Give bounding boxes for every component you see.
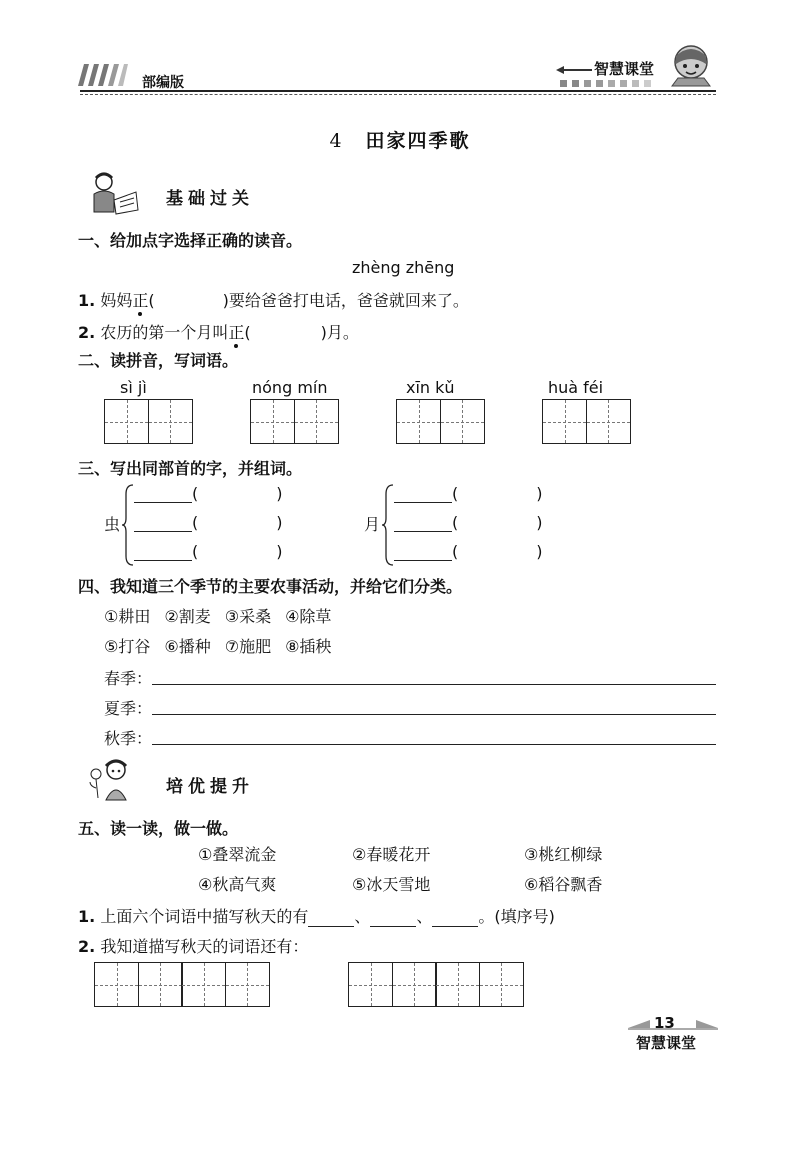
grid-cell[interactable] <box>138 962 183 1007</box>
q5-opt-6: ⑥稻谷飘香 <box>524 875 603 894</box>
q5-item1-end: 。(填序号) <box>478 907 555 926</box>
q1-item1-text-c: )要给爸爸打电话，爸爸就回来了。 <box>222 291 469 310</box>
q2-word4-grid[interactable] <box>542 399 631 444</box>
q3-right-row1 <box>394 484 543 503</box>
separator: 、 <box>416 907 433 926</box>
q2-word2-pinyin: nóng mín <box>252 378 328 397</box>
q5-opt-1: ①叠翠流金 <box>198 845 277 864</box>
q5-writing-grid-left[interactable] <box>94 962 270 1007</box>
q1-item2-dotted-char: 正 <box>228 323 245 342</box>
q4-options-row1 <box>104 604 331 627</box>
q1-prompt: 一、给加点字选择正确的读音。 <box>78 231 303 250</box>
header-dashed-rule <box>80 94 716 95</box>
q4-option: ③采桑 <box>224 607 272 626</box>
footer-brand: 智慧课堂 <box>636 1034 697 1052</box>
q4-option: ①耕田 <box>104 607 151 626</box>
grid-cell[interactable] <box>250 399 295 444</box>
grid-cell[interactable] <box>104 399 149 444</box>
left-paren: ( <box>452 542 459 561</box>
grid-cell[interactable] <box>294 399 339 444</box>
girl-with-flower-icon <box>86 758 140 804</box>
q4-option: ⑦施肥 <box>224 637 272 656</box>
header-squares-decoration <box>560 80 670 88</box>
grid-cell[interactable] <box>392 962 437 1007</box>
q4-spring-label: 春季： <box>104 669 153 688</box>
q4-option: ⑧插秧 <box>285 637 332 656</box>
q3-right-row3 <box>394 542 543 561</box>
answer-blank[interactable] <box>394 484 452 503</box>
grid-cell[interactable] <box>479 962 524 1007</box>
q4-summer-answer-line[interactable] <box>152 714 716 715</box>
lesson-title-text: 田家四季歌 <box>365 130 471 152</box>
q3-left-row2 <box>134 513 283 532</box>
q5-prompt: 五、读一读，做一做。 <box>78 819 239 838</box>
q4-autumn-answer-line[interactable] <box>152 744 716 745</box>
q5-item2-text: 我知道描写秋天的词语还有： <box>100 937 309 956</box>
answer-blank[interactable] <box>432 908 478 927</box>
answer-blank[interactable] <box>308 908 354 927</box>
answer-blank[interactable] <box>394 513 452 532</box>
grid-cell[interactable] <box>542 399 587 444</box>
answer-blank[interactable] <box>370 908 416 927</box>
q1-item2-text-c: )月。 <box>320 323 359 342</box>
q4-spring-answer-line[interactable] <box>152 684 716 685</box>
q5-item1-number: 1. <box>78 907 96 926</box>
mascot-girl-icon <box>666 42 716 90</box>
page-number: 13 <box>654 1014 675 1032</box>
q5-item2-number: 2. <box>78 937 96 956</box>
answer-blank[interactable] <box>394 542 452 561</box>
grid-cell[interactable] <box>225 962 270 1007</box>
q5-opt-3: ③桃红柳绿 <box>524 845 603 864</box>
right-paren: ) <box>276 484 283 503</box>
q2-word4-pinyin: huà féi <box>548 378 604 397</box>
q5-opt-5: ⑤冰天雪地 <box>352 875 431 894</box>
edition-label: 部编版 <box>142 75 184 91</box>
q2-word1-grid[interactable] <box>104 399 193 444</box>
q1-item2-text-a: 农历的第一个月叫 <box>100 323 229 342</box>
q2-word1-pinyin: sì jì <box>120 378 147 397</box>
q4-option: ②割麦 <box>164 607 211 626</box>
q5-opt-2: ②春暖花开 <box>352 845 431 864</box>
right-paren: ) <box>276 513 283 532</box>
q2-word3-grid[interactable] <box>396 399 485 444</box>
q5-opt-4: ④秋高气爽 <box>198 875 277 894</box>
q2-prompt: 二、读拼音，写词语。 <box>78 351 239 370</box>
q1-item1-dotted-char: 正 <box>132 291 149 310</box>
q5-item1-text: 上面六个词语中描写秋天的有 <box>100 907 309 926</box>
q1-item1-lparen: ( <box>148 291 155 310</box>
q3-right-row2 <box>394 513 543 532</box>
left-paren: ( <box>192 513 199 532</box>
lesson-title <box>0 126 800 153</box>
q4-summer-label: 夏季： <box>104 699 153 718</box>
q5-writing-grid-right[interactable] <box>348 962 524 1007</box>
q3-prompt: 三、写出同部首的字，并组词。 <box>78 459 303 478</box>
grid-cell[interactable] <box>396 399 441 444</box>
q3-brace-left-icon <box>122 484 134 566</box>
q4-option: ⑤打谷 <box>104 637 151 656</box>
q4-option: ④除草 <box>285 607 332 626</box>
grid-cell[interactable] <box>94 962 139 1007</box>
grid-cell[interactable] <box>148 399 193 444</box>
arrow-left-icon <box>556 66 592 74</box>
right-paren: ) <box>536 513 543 532</box>
q3-radical-chong: 虫 <box>104 515 121 534</box>
grid-cell[interactable] <box>348 962 393 1007</box>
student-writing-icon <box>86 170 140 216</box>
answer-blank[interactable] <box>134 542 192 561</box>
grid-cell[interactable] <box>435 962 480 1007</box>
q1-item2-lparen: ( <box>244 323 251 342</box>
q1-pinyin-options: zhèng zhēng <box>352 258 455 277</box>
right-paren: ) <box>536 484 543 503</box>
q5-item1 <box>78 904 555 927</box>
header-stripes-decoration <box>78 64 128 86</box>
q1-item1-text-a: 妈妈 <box>100 291 133 310</box>
separator: 、 <box>354 907 371 926</box>
q3-brace-right-icon <box>382 484 394 566</box>
q1-item2-number: 2. <box>78 323 96 342</box>
q1-item1 <box>78 288 469 311</box>
answer-blank[interactable] <box>134 484 192 503</box>
q4-options-row2 <box>104 634 331 657</box>
q1-item2 <box>78 320 359 343</box>
grid-cell[interactable] <box>181 962 226 1007</box>
q1-item1-number: 1. <box>78 291 96 310</box>
left-paren: ( <box>452 484 459 503</box>
left-paren: ( <box>192 542 199 561</box>
q4-autumn-label: 秋季： <box>104 729 153 748</box>
section-basic-title: 基础过关 <box>166 189 254 209</box>
q2-word3-pinyin: xīn kǔ <box>406 378 455 397</box>
q2-word2-grid[interactable] <box>250 399 339 444</box>
grid-cell[interactable] <box>586 399 631 444</box>
left-paren: ( <box>192 484 199 503</box>
left-paren: ( <box>452 513 459 532</box>
header-rule <box>80 90 716 92</box>
lesson-number: 4 <box>329 130 344 152</box>
section-advanced-title: 培优提升 <box>166 777 254 797</box>
right-paren: ) <box>276 542 283 561</box>
grid-cell[interactable] <box>440 399 485 444</box>
answer-blank[interactable] <box>134 513 192 532</box>
q5-item2 <box>78 934 308 957</box>
q4-prompt: 四、我知道三个季节的主要农事活动，并给它们分类。 <box>78 577 463 596</box>
header-brand: 智慧课堂 <box>594 60 655 78</box>
q3-left-row3 <box>134 542 283 561</box>
right-paren: ) <box>536 542 543 561</box>
q3-left-row1 <box>134 484 283 503</box>
q4-option: ⑥播种 <box>164 637 211 656</box>
q3-radical-yue: 月 <box>364 515 381 534</box>
